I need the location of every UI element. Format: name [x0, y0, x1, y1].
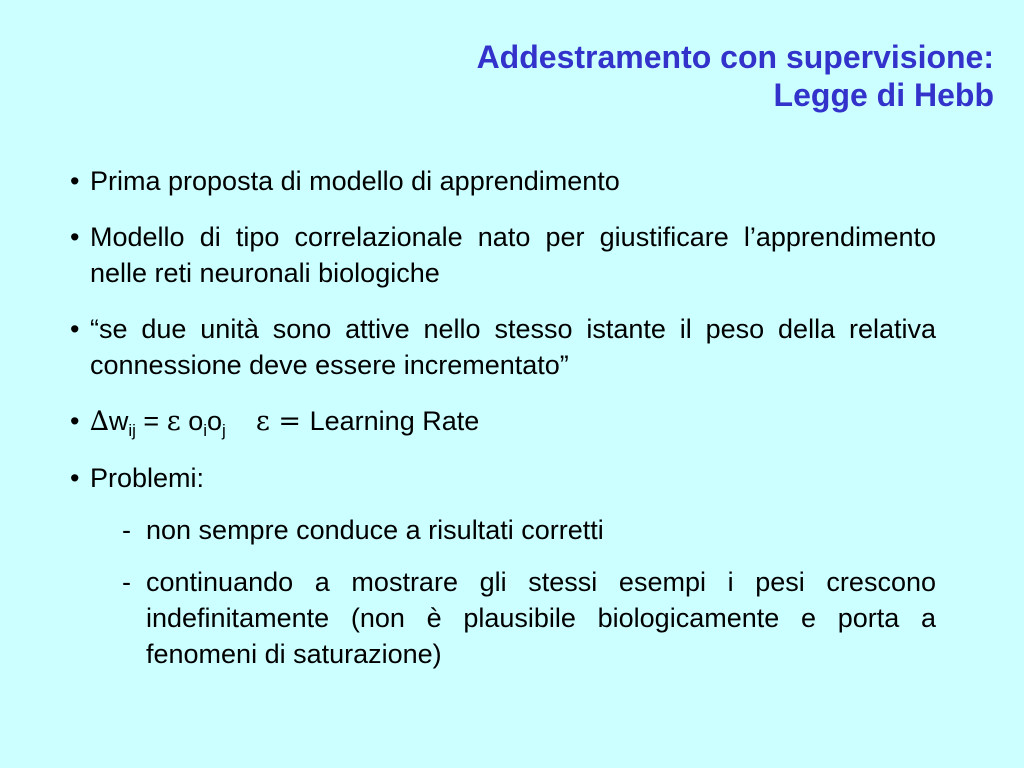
epsilon-symbol: ε: [166, 406, 181, 437]
slide-title-line1: Addestramento con supervisione:: [476, 39, 994, 75]
slide-title: [477, 38, 994, 114]
problems-item: [70, 460, 936, 496]
problem-text: non sempre conduce a risultati corretti: [146, 515, 604, 545]
dash-marker: -: [122, 567, 131, 597]
formula-text: [90, 403, 936, 440]
output-i-subscript: i: [203, 421, 208, 440]
slide-body: [70, 163, 936, 688]
bullet-marker: •: [70, 314, 80, 344]
epsilon-symbol-2: ε: [255, 406, 270, 437]
bullet-text: Prima proposta di modello di apprendimento: [90, 166, 620, 196]
problem-text: continuando a mostrare gli stessi esempi i pesi crescono indefinitamente (non è plausibile biologicamente e porta a fenomeni di saturazione): [146, 567, 936, 669]
equals-sign: =: [135, 406, 167, 436]
output-j-subscript: j: [222, 421, 226, 440]
bullet-item: [70, 219, 936, 291]
weight-symbol: w: [108, 406, 129, 436]
dash-marker: -: [122, 515, 131, 545]
output-j: o: [207, 406, 223, 436]
delta-symbol: ∆: [90, 406, 109, 437]
learning-rate-label: Learning Rate: [309, 406, 480, 436]
problem-subitem: [122, 512, 936, 548]
bullet-marker: •: [70, 463, 80, 493]
bullet-text: Modello di tipo correlazionale nato per giustificare l’apprendimento nelle reti neuronali biologiche: [90, 222, 936, 288]
bullet-text: “se due unità sono attive nello stesso istante il peso della relativa connessione deve essere incrementato”: [90, 314, 936, 380]
problems-label: Problemi:: [90, 463, 205, 493]
output-i: o: [180, 406, 204, 436]
bullet-marker: •: [70, 166, 80, 196]
weight-subscript: ij: [128, 421, 136, 440]
hebb-formula: [70, 403, 936, 440]
bullet-marker: •: [70, 406, 80, 436]
bullet-marker: •: [70, 222, 80, 252]
bullet-item: [70, 163, 936, 199]
problem-subitem: [122, 564, 936, 672]
slide-title-line2: Legge di Hebb: [773, 77, 994, 113]
bullet-item: [70, 311, 936, 383]
equals-sign-2: =: [269, 406, 310, 437]
